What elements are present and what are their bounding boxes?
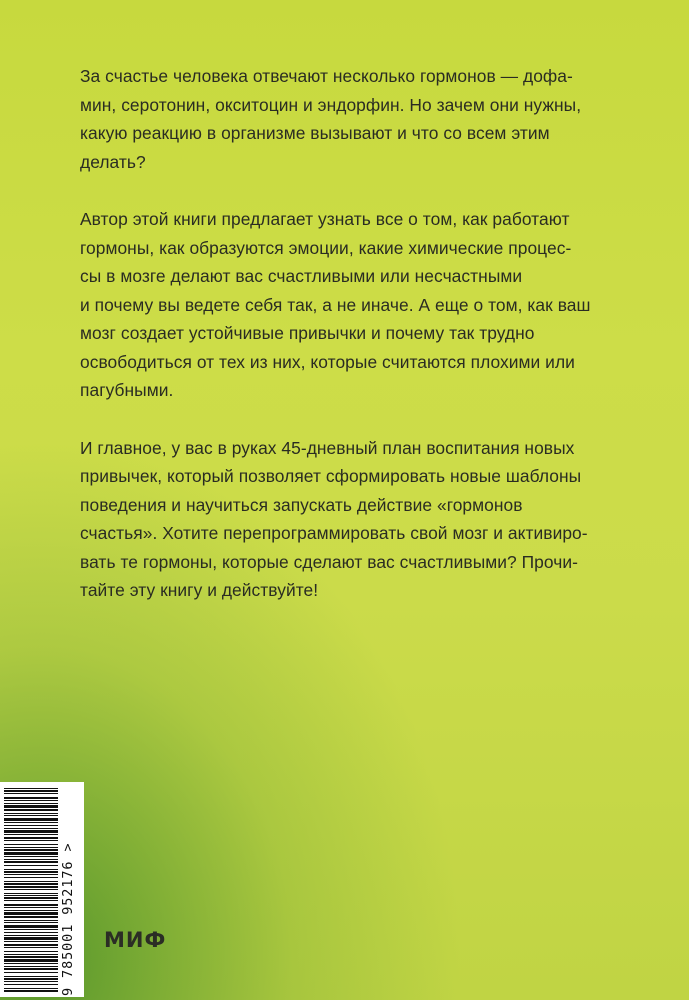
text-line: привычек, который позволяет сформировать новые шаблоны <box>80 466 582 486</box>
text-line: счастья». Хотите перепрограммировать свой мозг и активиро- <box>80 523 588 543</box>
publisher-logo <box>104 928 166 952</box>
text-line: сы в мозге делают вас счастливыми или несчастными <box>80 266 523 286</box>
text-line: и почему вы ведете себя так, а не иначе. А еще о том, как ваш <box>80 294 591 315</box>
description-paragraph-1 <box>80 62 625 176</box>
text-line: пагубными. <box>80 380 174 400</box>
isbn-barcode <box>0 782 84 997</box>
barcode-bars-icon <box>0 782 62 997</box>
text-line: вать те гормоны, которые сделают вас счастливыми? Прочи- <box>80 551 578 572</box>
text-line: Автор этой книги предлагает узнать все о том, как работают <box>80 209 570 229</box>
description-paragraph-2 <box>80 205 625 405</box>
text-line: И главное, у вас в руках 45-дневный план воспитания новых <box>80 437 575 458</box>
text-line: тайте эту книгу и действуйте! <box>80 580 319 600</box>
text-line: делать? <box>80 151 146 172</box>
text-line: мозг создает устойчивые привычки и почему так трудно <box>80 323 535 343</box>
publisher-logo-text: МИФ <box>104 928 167 952</box>
text-line: освободиться от тех из них, которые считаются плохими или <box>80 351 575 372</box>
book-description <box>80 62 625 634</box>
description-paragraph-3 <box>80 434 625 605</box>
text-line: гормоны, как образуются эмоции, какие химические процес- <box>80 237 572 258</box>
text-line: какую реакцию в организме вызывают и что со всем этим <box>80 123 550 143</box>
text-line: За счастье человека отвечают несколько гормонов — дофа- <box>80 66 573 86</box>
barcode-digits: 9 785001 952176 > <box>60 842 76 996</box>
text-line: поведения и научиться запускать действие «гормонов <box>80 494 523 515</box>
text-line: мин, серотонин, окситоцин и эндорфин. Но зачем они нужны, <box>80 94 582 115</box>
